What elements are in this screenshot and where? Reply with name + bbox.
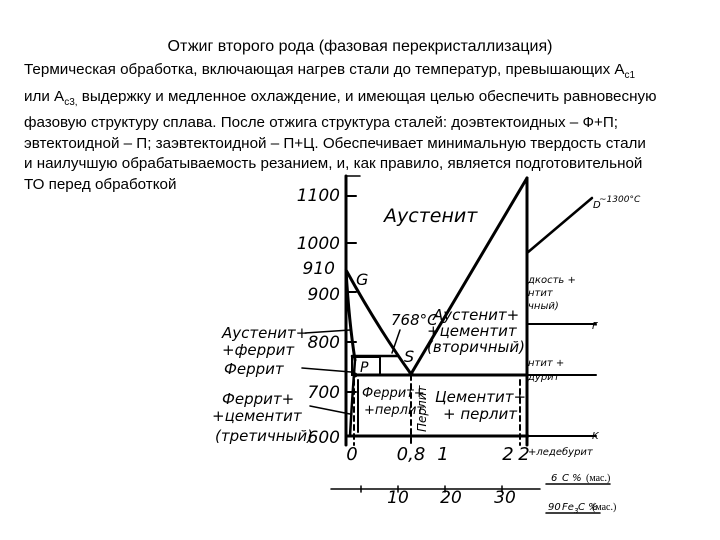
x-label-0: 0 xyxy=(346,444,358,465)
region-ferrite: Феррит xyxy=(224,360,284,378)
para-line-4: эвтектоидной – П; заэвтектоидной – П+Ц. Обеспечивает минимальную твердость стали xyxy=(24,134,646,152)
para-line-2-text-b: выдержку и медленное охлаждение, и имеющая целью обеспечить равновесную xyxy=(77,87,657,105)
region-cut-cem-2: дурит xyxy=(528,372,560,383)
region-cut-cem-1: нтит + xyxy=(528,358,565,369)
region-cem-pearlite-2: + перлит xyxy=(443,405,517,423)
region-cut-liquid-2: нтит xyxy=(528,288,553,299)
region-aus-ferrite-1: Аустенит+ xyxy=(222,324,309,342)
axis-fe3c-start: 90 xyxy=(548,502,561,513)
para-line-2-text-a: или А xyxy=(24,87,65,105)
para-line-1-sub: c1 xyxy=(624,70,636,82)
region-ferrite-cem-1: Феррит+ xyxy=(222,390,295,408)
region-ferrite-cem-2: +цементит xyxy=(212,407,302,425)
point-d-temp: ~1300°C xyxy=(599,195,641,205)
point-p-dot xyxy=(353,373,358,378)
point-f-label: F xyxy=(592,321,598,332)
para-line-2-sub: c3, xyxy=(64,96,78,108)
axis-fe3c-label: Fe xyxy=(562,502,574,513)
y-label-910: 910 xyxy=(302,259,335,279)
y-label-1100: 1100 xyxy=(296,186,340,206)
para-line-3: фазовую структуру сплава. После отжига структура сталей: доэвтектоидных – Ф+П; xyxy=(24,114,619,132)
pointer-ferrite xyxy=(302,368,351,372)
point-p-label: P xyxy=(360,360,369,376)
axis-c-number: 6 xyxy=(551,473,558,484)
para-line-5: и наилучшую обрабатываемость резанием, и, как правило, является подготовительной xyxy=(24,155,643,173)
point-s-label: S xyxy=(404,347,415,366)
region-aus-cem-2: +цементит xyxy=(427,322,517,340)
para-line-6: ТО перед обработкой xyxy=(24,175,177,193)
region-cut-liquid-1: дкость + xyxy=(528,275,576,286)
x-label-2b: 2 xyxy=(518,444,530,465)
pointer-ferrite-cem xyxy=(310,406,350,414)
x-label-2: 2 xyxy=(502,444,514,465)
x-label-0-8: 0,8 xyxy=(396,444,426,465)
region-aus-cem-3: (вторичный) xyxy=(427,338,525,356)
point-k-label: K xyxy=(592,431,599,442)
x-label-1: 1 xyxy=(437,444,449,465)
line-liquidus-right xyxy=(527,198,592,253)
axis-c-unit: (мас.) xyxy=(586,473,611,484)
region-ferrite-cem-3: (третичный) xyxy=(215,427,313,445)
region-aus-cem-1: Аустенит+ xyxy=(433,306,520,324)
region-ferrite-pearlite-1: Феррит+ xyxy=(362,386,425,401)
y-label-1000: 1000 xyxy=(296,234,340,254)
region-austenite: Аустенит xyxy=(384,205,478,227)
para-line-1-text: Термическая обработка, включающая нагрев стали до температур, превышающих А xyxy=(24,61,625,78)
slide-title: Отжиг второго рода (фазовая перекристаллизация) xyxy=(167,38,553,55)
y-label-600: 600 xyxy=(307,428,340,448)
y-label-700: 700 xyxy=(307,383,340,403)
axis-fe3c-unit: (мас.) xyxy=(592,502,617,513)
point-s-dot xyxy=(409,372,414,377)
region-aus-ferrite-2: +феррит xyxy=(222,341,295,359)
scale-label-30: 30 xyxy=(494,488,516,508)
y-label-800: 800 xyxy=(307,333,340,353)
axis-c-label: С % xyxy=(562,473,582,484)
region-cut-liquid-3: чный) xyxy=(528,301,559,312)
pointer-768 xyxy=(392,330,400,353)
axis-fe3c-mid: C % xyxy=(578,502,598,513)
region-cem-pearlite-1: Цементит+ xyxy=(435,388,527,406)
y-label-900: 900 xyxy=(307,285,340,305)
region-cut-ledeburite: +ледебурит xyxy=(528,447,593,458)
scale-label-10: 10 xyxy=(387,488,409,508)
region-ferrite-pearlite-2: +перлит xyxy=(364,403,424,418)
axis-fe3c-sub: 3 xyxy=(574,507,579,515)
annotation-768: 768°C xyxy=(391,311,438,329)
point-g-label: G xyxy=(356,270,369,289)
point-d-label: D xyxy=(593,200,601,211)
region-pearlite: Перлит xyxy=(415,385,429,432)
scale-label-20: 20 xyxy=(440,488,462,508)
